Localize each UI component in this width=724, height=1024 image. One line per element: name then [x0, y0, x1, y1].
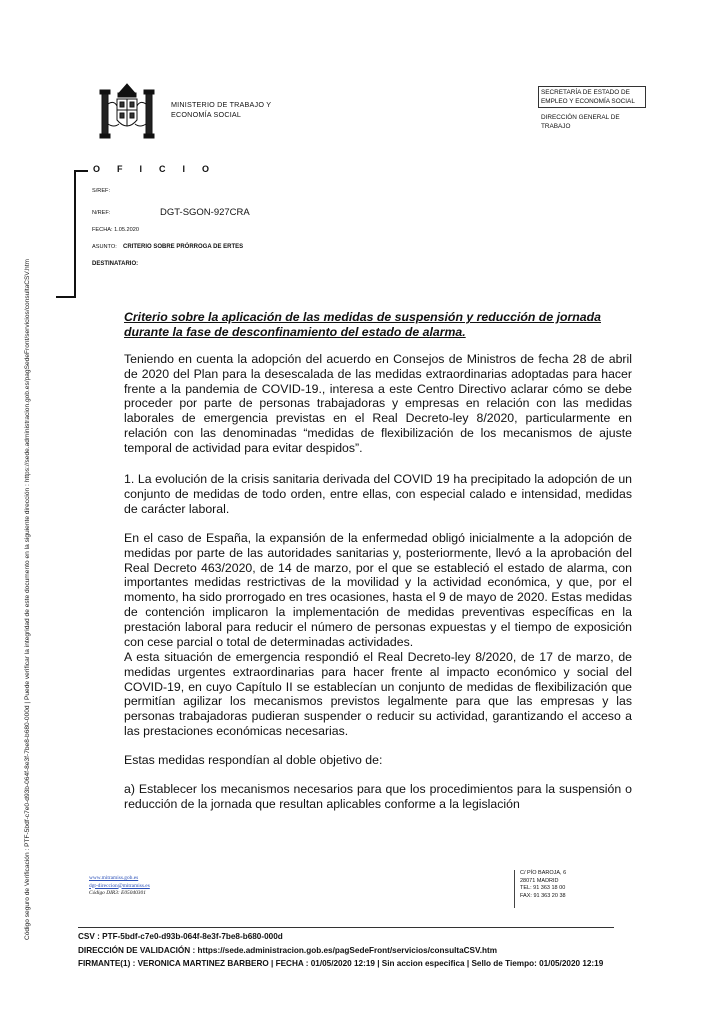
- direccion-line-2: TRABAJO: [541, 123, 571, 130]
- s-ref-label: S/REF:: [92, 188, 111, 194]
- asunto-label: ASUNTO:: [92, 244, 117, 250]
- ministry-line-2: ECONOMÍA SOCIAL: [171, 110, 242, 119]
- footer-tel: TEL: 91 363 18 00: [520, 885, 566, 891]
- secretaria-line-1: SECRETARÍA DE ESTADO DE: [541, 89, 630, 96]
- footer-codigo-dir3: Código DIR3: E05040301: [89, 890, 146, 896]
- ministry-line-1: MINISTERIO DE TRABAJO Y: [171, 100, 272, 109]
- paragraph-4: Estas medidas respondían al doble objetivo de:: [124, 753, 383, 767]
- asunto-value: CRITERIO SOBRE PRÓRROGA DE ERTES: [123, 243, 244, 250]
- oficio-heading: OFICIO: [93, 164, 226, 174]
- secretaria-box: [538, 86, 646, 108]
- paragraph-5: a) Establecer los mecanismos necesarios para que los procedimientos para la suspensión o reducción de la jornada que resultan aplicables conforme a la legislación: [124, 782, 632, 811]
- secretaria-line-2: EMPLEO Y ECONOMÍA SOCIAL: [541, 98, 635, 105]
- bracket-left-line: [74, 170, 76, 297]
- ministry-name: [171, 100, 271, 120]
- paragraph-3: A esta situación de emergencia respondió el Real Decreto-ley 8/2020, de 17 de marzo, de medidas urgentes extraordinarias para hacer frente al impacto económico y social del COVID-19, en cuyo Capítulo II se establecían un conjunto de medidas de flexibilización que permitían agilizar los mecanismos previstos legalmente para que las empresas y las personas trabajadoras pudieran suspender o reducir su actividad, garantizando el acceso a las prestaciones económicas necesarias.: [124, 650, 632, 738]
- csv-signer: FIRMANTE(1) : VERONICA MARTINEZ BARBERO | FECHA : 01/05/2020 12:19 | Sin accion especifica | Sello de Tiempo: 01/05/2020 12:19: [78, 959, 604, 968]
- csv-divider: [78, 927, 614, 928]
- footer-contact: [89, 875, 150, 898]
- coat-of-arms-icon: [94, 80, 160, 146]
- paragraph-2: En el caso de España, la expansión de la enfermedad obligó inicialmente a la adopción de medidas por parte de las autoridades sanitarias y, posteriormente, llevó a la aprobación del Real Decreto 463/2020, de 14 de marzo, por el que se estableció el estado de alarma, con importantes medidas restrictivas de la movilidad y la actividad económica, y que, por el momento, ha sido prorrogado en tres ocasiones, hasta el 9 de mayo de 2020. Estas medidas de contención implicaron la implementación de medidas preventivas específicas en la prestación laboral para reducir el número de personas expuestas y el tiempo de exposición con cese parcial o total de determinadas actividades.: [124, 531, 632, 649]
- footer-fax: FAX: 91 363 20 38: [520, 892, 566, 899]
- n-ref-value: DGT-SGON-927CRA: [160, 207, 250, 218]
- destinatario-label: DESTINATARIO:: [92, 261, 139, 267]
- footer-divider: [514, 870, 515, 908]
- bracket-top-line: [74, 170, 88, 172]
- n-ref-label: N/REF:: [92, 210, 111, 216]
- csv-signature-block: [78, 930, 603, 971]
- footer-address: [520, 870, 566, 900]
- footer-email-link[interactable]: dgt-direccion@mitramiss.es: [89, 882, 150, 889]
- csv-validation-url: DIRECCIÓN DE VALIDACIÓN : https://sede.administracion.gob.es/pagSedeFront/servicios/consultaCSV.htm: [78, 945, 497, 955]
- footer-web-link[interactable]: www.mitramiss.gob.es: [89, 875, 139, 881]
- direccion-general: [541, 113, 651, 131]
- footer-address-line-2: 28071 MADRID: [520, 877, 559, 884]
- bracket-bottom-line: [56, 296, 76, 298]
- fecha-label: FECHA: 1.05.2020: [92, 227, 139, 233]
- document-title: Criterio sobre la aplicación de las medidas de suspensión y reducción de jornada durante la fase de desconfinamiento del estado de alarma.: [124, 310, 601, 339]
- side-verification-text: Código seguro de Verificación : PTF-5bdf-c7e0-d93b-064f-8e3f-7be8-b680-000d | Puede verificar la integridad de este documento en la siguiente dirección : https://sede.administracion.gob.es/pagSedeFront/servicios/consultaCSV.htm: [24, 258, 31, 940]
- footer-address-line-1: C/ PÍO BAROJA, 6: [520, 870, 567, 876]
- paragraph-1: 1. La evolución de la crisis sanitaria derivada del COVID 19 ha precipitado la adopción de un conjunto de medidas de todo orden, entre ellas, con especial calado e intensidad, medidas de carácter laboral.: [124, 472, 632, 516]
- paragraph-intro: Teniendo en cuenta la adopción del acuerdo en Consejos de Ministros de fecha 28 de abril de 2020 del Plan para la desescalada de las medidas extraordinarias adoptadas para hacer frente a la pandemia de COVID-19., interesa a este Centro Directivo aclarar cómo se debe proceder por parte de personas trabajadoras y empresas en relación con las medidas laborales de emergencia previstas en el Real Decreto-ley 8/2020, particularmente en relación con las denominadas “medidas de flexibilización de los mecanismos de ajuste temporal de actividad para evitar despidos”.: [124, 352, 632, 455]
- direccion-line-1: DIRECCIÓN GENERAL DE: [541, 114, 620, 121]
- csv-code: CSV : PTF-5bdf-c7e0-d93b-064f-8e3f-7be8-b680-000d: [78, 932, 283, 941]
